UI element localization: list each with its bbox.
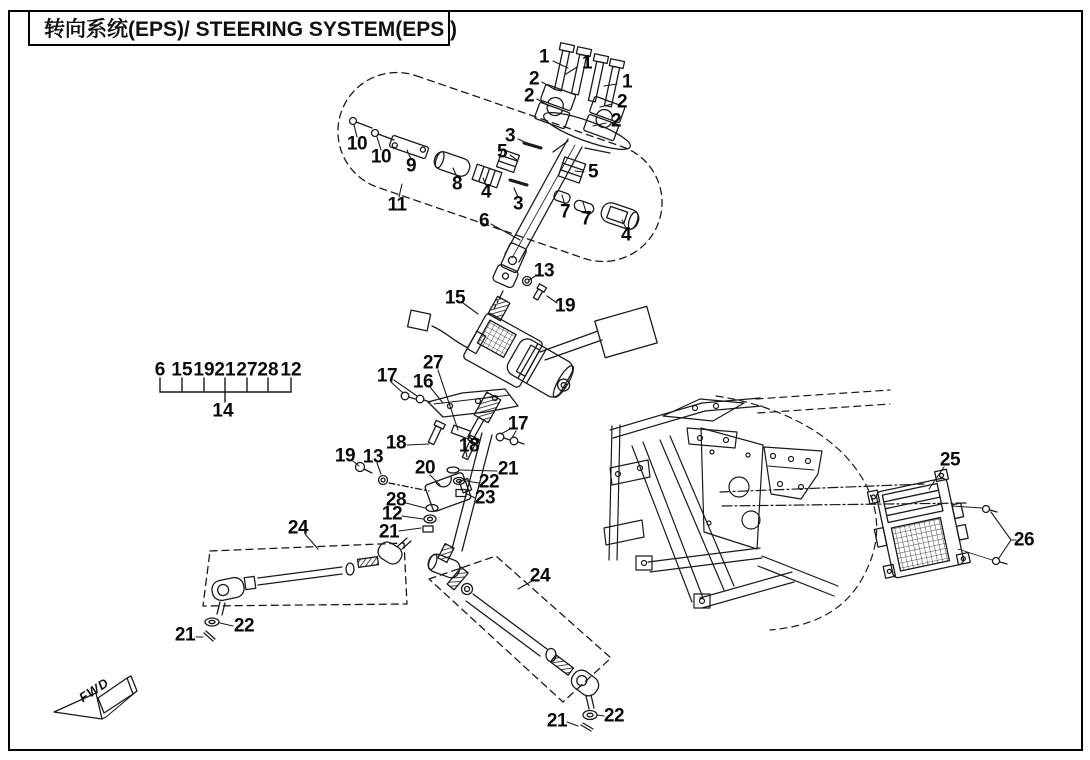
part-callout: 5 <box>587 161 599 183</box>
part-callout: 12 <box>381 503 403 525</box>
part-callout: 8 <box>451 173 463 195</box>
part-callout: 17 <box>376 365 398 387</box>
assembly-number-label: 14 <box>212 400 234 422</box>
part-callout: 10 <box>346 133 368 155</box>
part-callout: 5 <box>496 141 508 163</box>
leader-lines <box>196 61 1016 726</box>
assembly-group-part-number: 21 <box>214 359 236 381</box>
assembly-group-part-number: 19 <box>193 359 215 381</box>
part-callout: 13 <box>362 446 384 468</box>
part-callout: 19 <box>554 295 576 317</box>
assembly-group-part-number: 28 <box>257 359 279 381</box>
part-callout: 4 <box>480 181 492 203</box>
part-callout: 21 <box>546 710 568 732</box>
part-callout: 20 <box>414 457 436 479</box>
assembly-group-part-number: 15 <box>171 359 193 381</box>
ecu-art <box>865 468 1007 581</box>
part-callout: 1 <box>538 46 550 68</box>
part-callout: 2 <box>616 91 628 113</box>
assembly-group-part-number: 6 <box>154 359 166 381</box>
part-callout: 24 <box>287 517 309 539</box>
part-callout: 18 <box>458 435 480 457</box>
assembly-group-part-number: 27 <box>236 359 258 381</box>
part-callout: 21 <box>174 624 196 646</box>
part-callout: 11 <box>387 194 407 216</box>
part-callout: 27 <box>422 352 444 374</box>
lower-shaft-art <box>426 433 492 595</box>
part-callout: 4 <box>620 224 632 246</box>
part-callout: 2 <box>528 68 540 90</box>
part-callout: 22 <box>233 615 255 637</box>
part-callout: 26 <box>1013 529 1035 551</box>
part-callout: 13 <box>533 260 555 282</box>
part-callout: 22 <box>603 705 625 727</box>
part-callout: 19 <box>334 445 356 467</box>
part-callout: 3 <box>512 193 524 215</box>
diagram-title: 转向系统(EPS)/ STEERING SYSTEM(EPS ) <box>44 18 458 41</box>
title-box <box>28 10 458 46</box>
eps-unit-art <box>408 296 658 442</box>
part-callout: 2 <box>610 110 622 132</box>
part-callout: 1 <box>581 52 593 74</box>
part-callout: 18 <box>385 432 407 454</box>
part-callout: 24 <box>529 565 551 587</box>
part-callout: 10 <box>370 146 392 168</box>
part-callout: 6 <box>478 210 490 232</box>
part-callout: 7 <box>580 208 592 230</box>
part-callout: 9 <box>405 155 417 177</box>
part-callout: 16 <box>412 371 434 393</box>
part-callout: 15 <box>444 287 466 309</box>
part-callout: 22 <box>478 471 500 493</box>
group14-bracket <box>160 378 291 402</box>
part-callout: 25 <box>939 449 961 471</box>
part-callout: 21 <box>497 458 519 480</box>
part-callout: 7 <box>559 201 571 223</box>
part-callout: 2 <box>523 85 535 107</box>
part-callout: 21 <box>378 521 400 543</box>
part-callout: 23 <box>474 487 496 509</box>
part-callout: 1 <box>621 71 633 93</box>
part-callout: 28 <box>385 489 407 511</box>
part-callout: 17 <box>507 413 529 435</box>
part-callout: 3 <box>504 125 516 147</box>
assembly-group-part-number: 12 <box>280 359 302 381</box>
fwd-label: FWD <box>76 674 112 706</box>
